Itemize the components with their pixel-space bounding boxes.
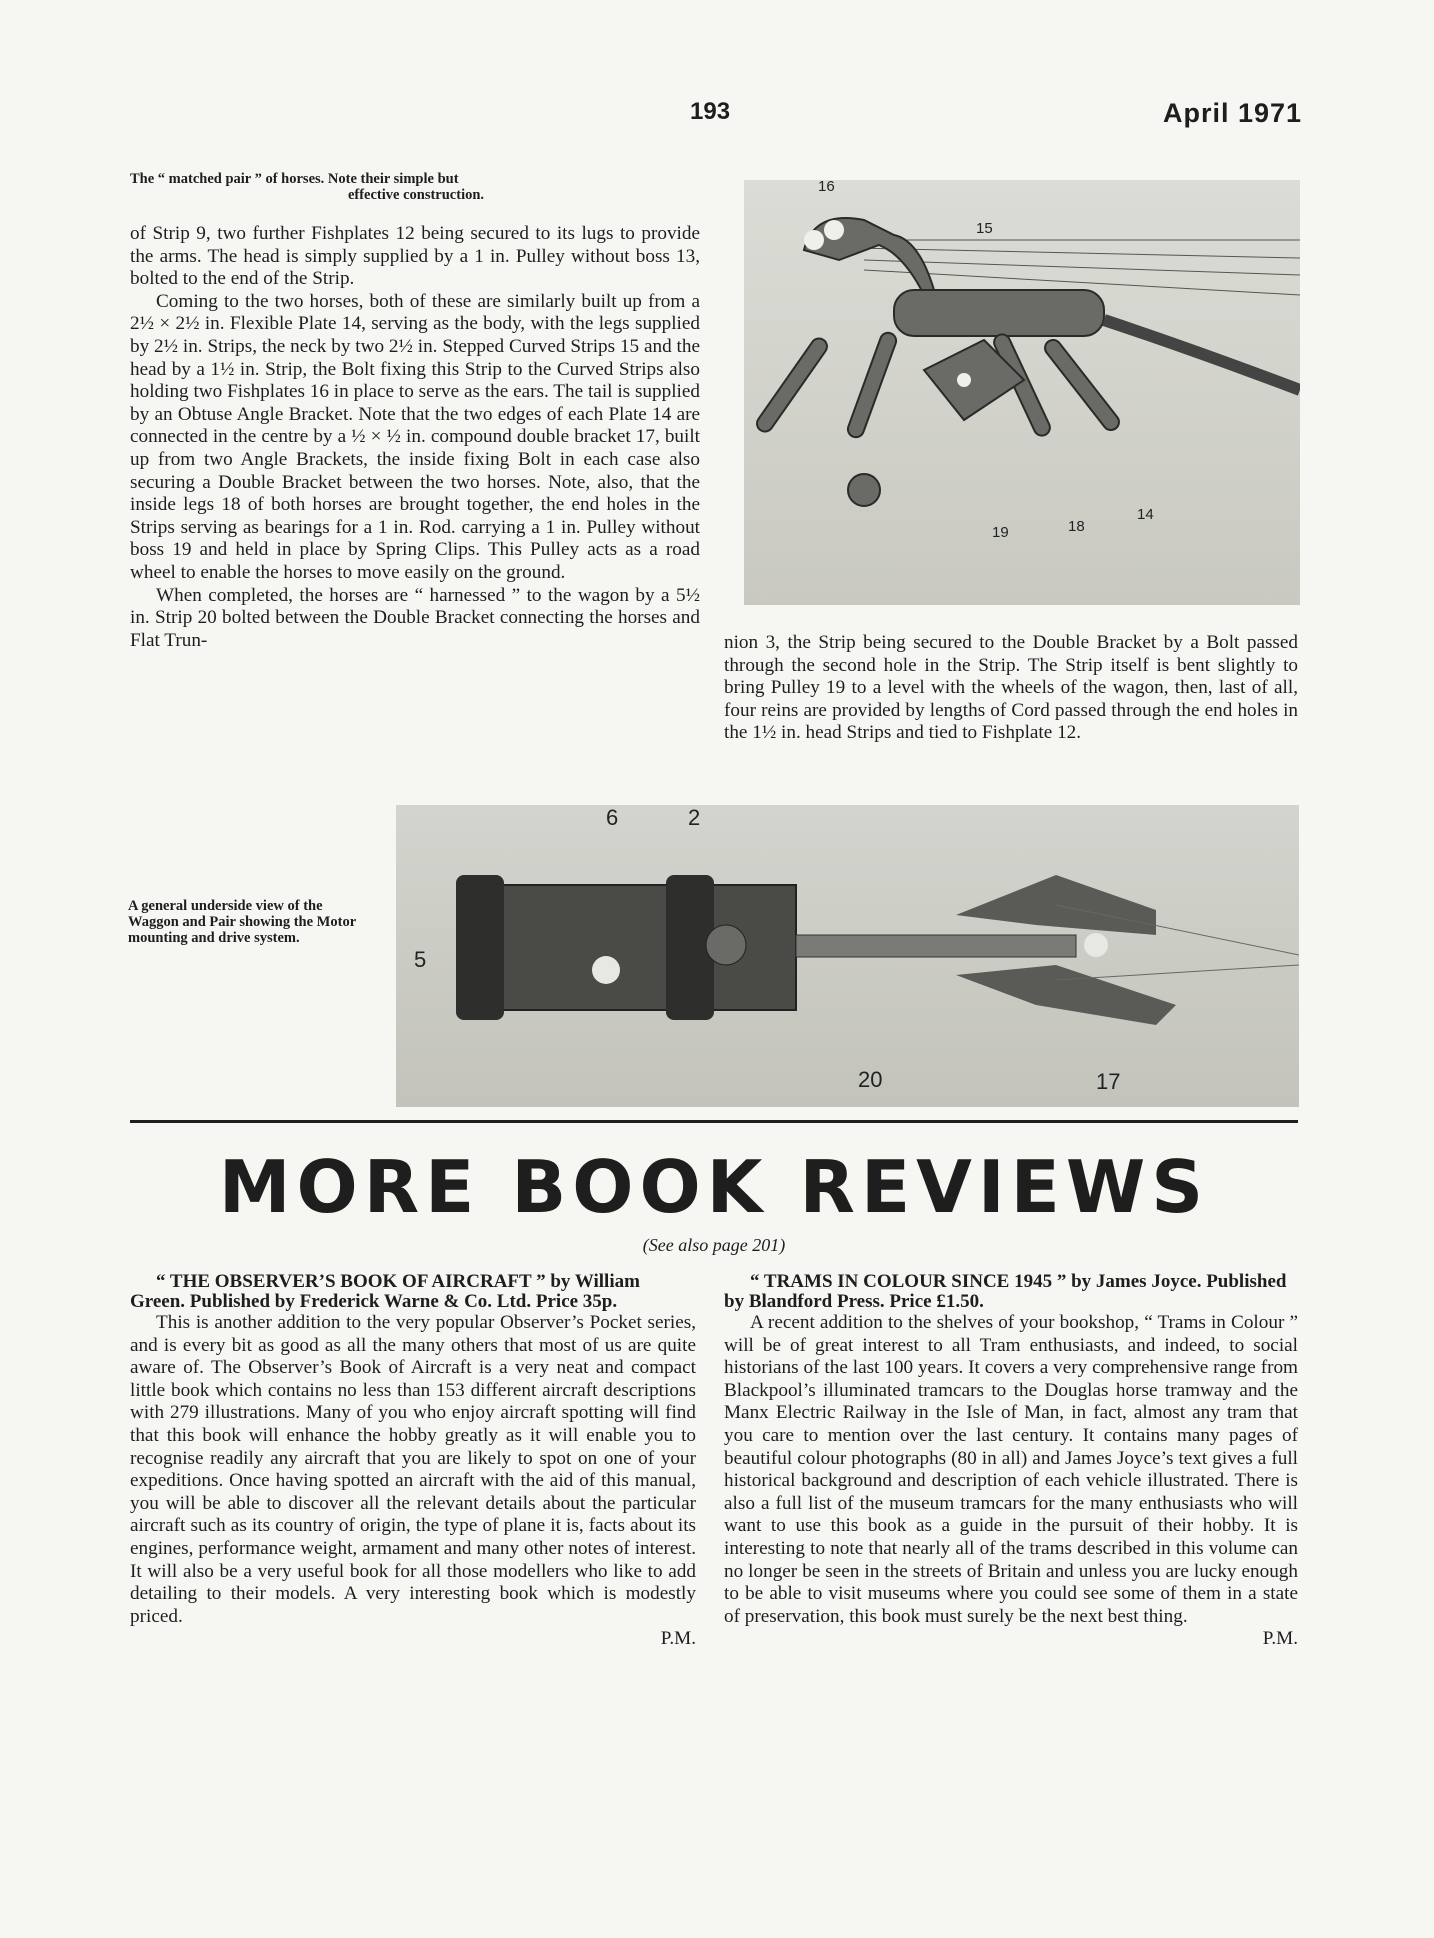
review-signature: P.M. [660,1628,696,1650]
horse-illustration [744,180,1300,605]
horse-photo-caption [130,171,702,203]
label-15: 15 [976,220,993,237]
article-paragraph: of Strip 9, two further Fishplates 12 being secured to its lugs to provide the arms. The head is simply supplied by a 1 in. Pulley without boss 13, bolted to the end of the Strip. [130,223,700,290]
review-signature: P.M. [1262,1628,1298,1650]
review-body: This is another addition to the very popular Observer’s Pocket series, and is every bit as good as all the many others that most of us are quite aware of. The Observer’s Book of Aircraft is a very neat and compact little book which contains no less than 153 different aircraft descriptions with 279 illustrations. Many of you who enjoy aircraft spotting will find that this book will enhance the hobby greatly as it will enable you to recognise readily any aircraft that you are likely to spot on one of your expeditions. Once having spotted an aircraft with the aid of this manual, you will be able to discover all the relevant details about the particular aircraft such as its country of origin, the type of plane it is, facts about its engines, performance weight, armament and many other notes of interest. It will also be a very useful book for all those modellers who like to add detailing to their models. A very interesting book which is modestly priced. [130,1312,696,1627]
waggon-illustration [396,805,1299,1107]
article-right-column [724,632,1298,745]
article-paragraph: Coming to the two horses, both of these are similarly built up from a 2½ × 2½ in. Flexible Plate 14, serving as the body, with the legs supplied by 2½ in. Strips, the neck by two 2½ in. Stepped Curved Strips 15 and the head by a 1½ in. Strip, the Bolt fixing this Strip to the Curved Strips also holding two Fishplates 16 in place to serve as the ears. The tail is supplied by an Obtuse Angle Bracket. Note that the two edges of each Plate 14 are connected in the centre by a ½ × ½ in. compound double bracket 17, built up from two Angle Brackets, the inside fixing Bolt in each case also securing a Double Bracket between the two horses. Note, also, that the inside legs 18 of both horses are brought together, the end holes in the Strips serving as bearings for a 1 in. Rod. carrying a 1 in. Pulley without boss 19 and held in place by Spring Clips. This Pulley acts as a road wheel to enable the horses to move easily on the ground. [130,290,700,583]
caption-line-1: The “ matched pair ” of horses. Note their simple but [130,171,459,187]
waggon-photo-caption: A general underside view of the Waggon and Pair showing the Motor mounting and drive system. [128,898,356,946]
label-14: 14 [1137,506,1154,523]
article-paragraph: nion 3, the Strip being secured to the Double Bracket by a Bolt passed through the second hole in the Strip. The Strip itself is bent slightly to bring Pulley 19 to a level with the wheels of the wagon, then, last of all, four reins are provided by lengths of Cord passed through the end holes in the 1½ in. head Strips and tied to Fishplate 12. [724,632,1298,744]
horses-photo [744,180,1300,605]
section-subheading: (See also page 201) [642,1235,786,1255]
section-heading: MORE BOOK REVIEWS [218,1145,1210,1229]
label-17: 17 [1096,1069,1121,1094]
label-6: 6 [606,805,619,830]
review-title: “ THE OBSERVER’S BOOK OF AIRCRAFT ” by William Green. Published by Frederick Warne & Co. Ltd. Price 35p. [130,1271,640,1312]
review-body: A recent addition to the shelves of your bookshop, “ Trams in Colour ” will be of great interest to all Tram enthusiasts, and indeed, to social historians of the last 100 years. It covers a very comprehensive range from Blackpool’s illuminated tramcars to the Douglas horse tramway and the Manx Electric Railway in the Isle of Man, in fact, almost any tram that you care to mention over the last century. It contains many pages of beautiful colour photographs (80 in all) and James Joyce’s text gives a full historical background and description of each vehicle illustrated. There is also a full list of the museum tramcars for the many enthusiasts who will want to use this book as a guide in the pursuit of their hobby. It is interesting to note that nearly all of the trams described in this volume can no longer be seen in the streets of Britain and unless you are lucky enough to be able to visit museums where you could see some of them in a state of preservation, this book must surely be the next best thing. [724,1312,1298,1627]
review-trams-in-colour [724,1272,1298,1651]
label-2: 2 [688,805,701,830]
waggon-photo [396,805,1299,1107]
page-number: 193 [690,98,731,125]
label-19: 19 [992,524,1009,541]
issue-date: April 1971 [1163,98,1303,128]
label-16: 16 [818,180,835,195]
label-5: 5 [414,947,427,972]
article-left-column [130,223,700,652]
label-20: 20 [858,1067,883,1092]
review-title: “ TRAMS IN COLOUR SINCE 1945 ” by James Joyce. Published by Blandford Press. Price £1.50. [724,1271,1287,1312]
caption-line-2: effective construction. [347,187,485,203]
section-divider [130,1120,1298,1123]
label-18: 18 [1068,518,1085,535]
article-paragraph: When completed, the horses are “ harnessed ” to the wagon by a 5½ in. Strip 20 bolted between the Double Bracket connecting the horses and Flat Trun- [130,584,700,651]
review-observers-aircraft [130,1272,696,1651]
